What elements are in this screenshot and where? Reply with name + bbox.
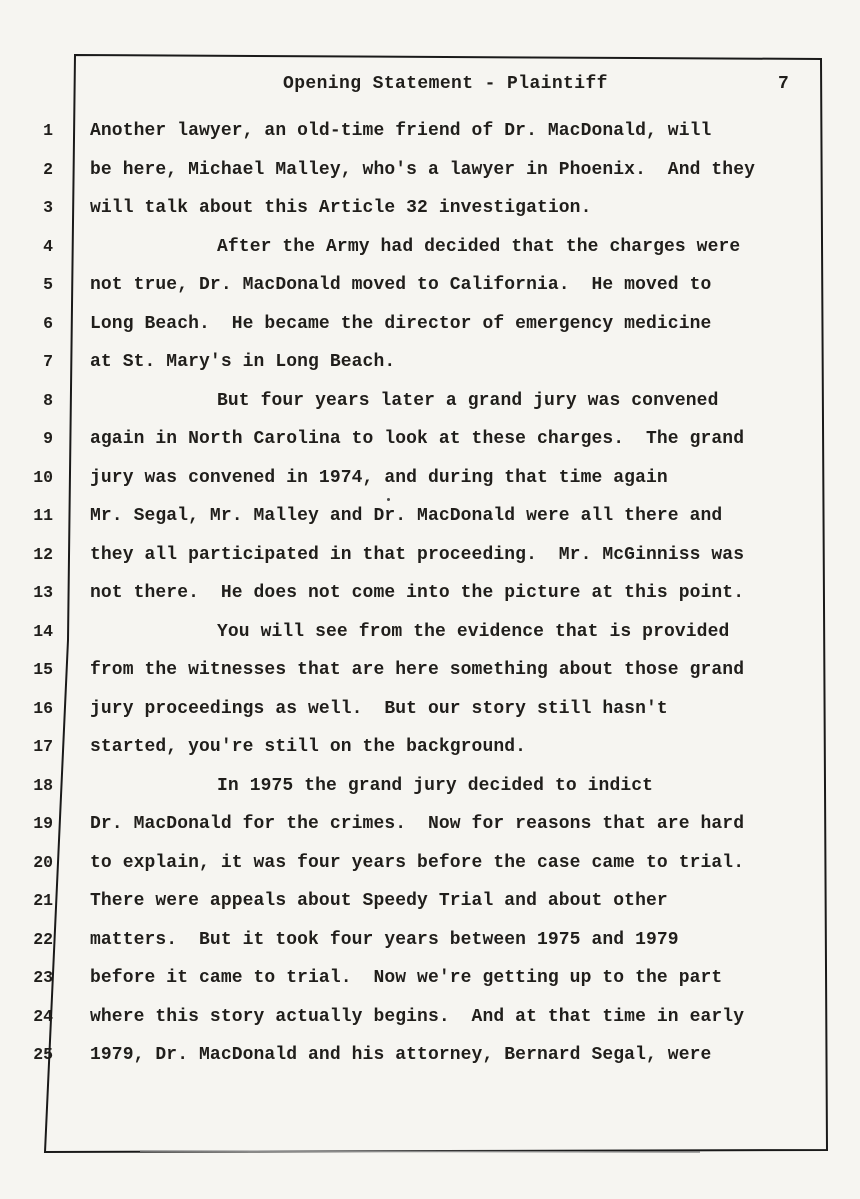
line-number: 3 bbox=[43, 198, 53, 217]
line-number: 22 bbox=[33, 929, 53, 949]
line-text: In 1975 the grand jury decided to indict bbox=[217, 775, 654, 796]
line-text: will talk about this Article 32 investigation. bbox=[90, 198, 592, 218]
line-number: 4 bbox=[43, 236, 53, 256]
transcript-line bbox=[0, 382, 860, 421]
line-text: Another lawyer, an old-time friend of Dr. MacDonald, will bbox=[90, 121, 712, 141]
transcript-line bbox=[0, 574, 860, 613]
line-number: 16 bbox=[33, 698, 53, 718]
transcript-line bbox=[0, 459, 860, 498]
transcript-line bbox=[0, 228, 860, 267]
line-text: But four years later a grand jury was convened bbox=[217, 390, 719, 411]
line-text: There were appeals about Speedy Trial and about other bbox=[90, 891, 668, 911]
line-number: 10 bbox=[33, 467, 53, 487]
line-number: 8 bbox=[43, 390, 53, 410]
transcript-line bbox=[0, 882, 860, 921]
line-text: Mr. Segal, Mr. Malley and Dr. MacDonald were all there and bbox=[90, 506, 723, 526]
line-number: 5 bbox=[43, 275, 53, 294]
line-number: 21 bbox=[33, 891, 53, 910]
transcript-line bbox=[0, 805, 860, 844]
transcript-line bbox=[0, 651, 860, 690]
transcript-line bbox=[0, 998, 860, 1037]
line-text: 1979, Dr. MacDonald and his attorney, Bernard Segal, were bbox=[90, 1045, 712, 1065]
line-number: 20 bbox=[33, 852, 53, 872]
line-text: Dr. MacDonald for the crimes. Now for reasons that are hard bbox=[90, 814, 745, 834]
transcript-line bbox=[0, 767, 860, 806]
scan-speck bbox=[387, 498, 390, 501]
transcript-line bbox=[0, 420, 860, 459]
line-text: matters. But it took four years between 1975 and 1979 bbox=[90, 929, 679, 950]
line-text: Long Beach. He became the director of emergency medicine bbox=[90, 313, 712, 334]
line-text: be here, Michael Malley, who's a lawyer in Phoenix. And they bbox=[90, 159, 756, 180]
transcript-line bbox=[0, 536, 860, 575]
line-number: 13 bbox=[33, 583, 53, 602]
line-text: After the Army had decided that the charges were bbox=[217, 236, 741, 257]
line-text: You will see from the evidence that is provided bbox=[217, 621, 730, 642]
page-title: Opening Statement - Plaintiff bbox=[283, 74, 608, 94]
transcript-line bbox=[0, 189, 860, 228]
transcript-line bbox=[0, 151, 860, 190]
line-text: again in North Carolina to look at these charges. The grand bbox=[90, 429, 745, 449]
transcript-lines bbox=[0, 112, 860, 1075]
transcript-line bbox=[0, 343, 860, 382]
line-text: they all participated in that proceeding. Mr. McGinniss was bbox=[90, 544, 745, 565]
line-text: jury proceedings as well. But our story still hasn't bbox=[90, 698, 668, 719]
page-header bbox=[0, 74, 860, 98]
line-number: 9 bbox=[43, 429, 53, 448]
line-number: 6 bbox=[43, 313, 53, 333]
line-text: at St. Mary's in Long Beach. bbox=[90, 352, 396, 372]
line-number: 14 bbox=[33, 621, 53, 641]
transcript-line bbox=[0, 497, 860, 536]
line-text: not there. He does not come into the picture at this point. bbox=[90, 583, 745, 603]
line-number: 12 bbox=[33, 544, 53, 564]
line-text: before it came to trial. Now we're getting up to the part bbox=[90, 968, 723, 988]
transcript-line bbox=[0, 959, 860, 998]
transcript-line bbox=[0, 690, 860, 729]
line-number: 18 bbox=[33, 775, 53, 795]
page-number: 7 bbox=[778, 74, 789, 94]
transcript-line bbox=[0, 1036, 860, 1075]
transcript-line bbox=[0, 266, 860, 305]
line-number: 17 bbox=[33, 737, 53, 756]
line-text: to explain, it was four years before the case came to trial. bbox=[90, 852, 745, 873]
line-number: 23 bbox=[33, 968, 53, 987]
line-text: jury was convened in 1974, and during that time again bbox=[90, 467, 668, 488]
line-text: not true, Dr. MacDonald moved to California. He moved to bbox=[90, 275, 712, 295]
line-number: 1 bbox=[43, 121, 53, 140]
transcript-line bbox=[0, 112, 860, 151]
transcript-line bbox=[0, 728, 860, 767]
transcript-line bbox=[0, 613, 860, 652]
line-text: from the witnesses that are here something about those grand bbox=[90, 660, 745, 680]
transcript-line bbox=[0, 844, 860, 883]
line-number: 11 bbox=[33, 506, 53, 525]
line-number: 19 bbox=[33, 814, 53, 833]
line-number: 25 bbox=[33, 1045, 53, 1064]
line-number: 24 bbox=[33, 1006, 53, 1026]
line-text: started, you're still on the background. bbox=[90, 737, 527, 757]
line-number: 7 bbox=[43, 352, 53, 371]
transcript-line bbox=[0, 305, 860, 344]
line-text: where this story actually begins. And at that time in early bbox=[90, 1006, 745, 1027]
line-number: 2 bbox=[43, 159, 53, 179]
transcript-line bbox=[0, 921, 860, 960]
line-number: 15 bbox=[33, 660, 53, 679]
